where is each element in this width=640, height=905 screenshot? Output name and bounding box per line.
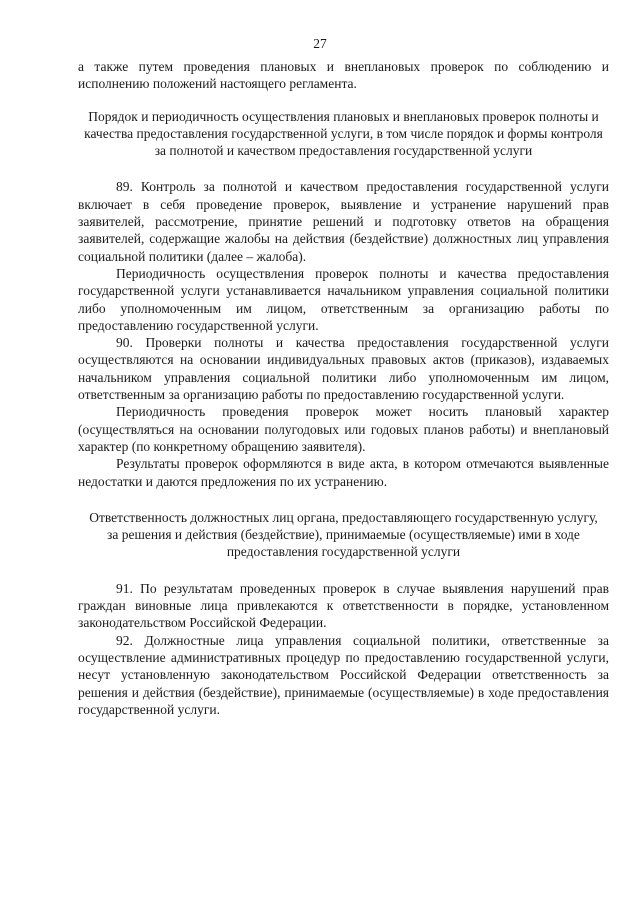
continuation-paragraph: а также путем проведения плановых и внеплановых проверок по соблюдению и исполнению положений настоящего регламента.: [78, 59, 609, 92]
paragraph-89: 89. Контроль за полнотой и качеством предоставления государственной услуги включает в себя проведение проверок, выявление и устранение нарушений прав заявителей, рассмотрение, принятие решений и подготовку ответов на обращения заявителей, содержащие жалобы на действия (бездействие) должностных лиц управления социальной политики (далее – жалоба).: [78, 179, 609, 264]
section-heading-responsibility: Ответственность должностных лиц органа, предоставляющего государственную услугу, за решения и действия (бездействие), принимаемые (осуществляемые) ими в ходе предоставления государственной услуги: [89, 509, 598, 560]
paragraph-periodicity: Периодичность осуществления проверок полноты и качества предоставления государственной услуги устанавливается начальником управления социальной политики либо уполномоченным им лицом, ответственным за организацию работы по предоставлению государственной услуги.: [78, 265, 609, 333]
paragraph-inspection-nature: Периодичность проведения проверок может носить плановый характер (осуществляться на основании полугодовых или годовых планов работы) и внеплановый характер (по конкретному обращению заявителя).: [78, 404, 609, 454]
section-heading-control: Порядок и периодичность осуществления плановых и внеплановых проверок полноты и качества предоставления государственной услуги, в том числе порядок и формы контроля за полнотой и качеством предоставления государственной услуги: [84, 108, 603, 159]
page-number: 27: [313, 36, 327, 51]
paragraph-91: 91. По результатам проведенных проверок в случае выявления нарушений прав граждан виновные лица привлекаются к ответственности в порядке, установленном законодательством Российской Федерации.: [78, 580, 609, 631]
paragraph-inspection-results: Результаты проверок оформляются в виде акта, в котором отмечаются выявленные недостатки и даются предложения по их устранению.: [78, 456, 609, 489]
paragraph-90: 90. Проверки полноты и качества предоставления государственной услуги осуществляются на основании индивидуальных правовых актов (приказов), издаваемых начальником управления социальной политики либо уполномоченным им лицом, ответственным за организацию работы по предоставлению государственной услуги.: [78, 335, 609, 403]
paragraph-92: 92. Должностные лица управления социальной политики, ответственные за осуществление административных процедур по предоставлению государственной услуги, несут установленную законодательством Российской Федерации ответственность за решения и действия (бездействие), принимаемые (осуществляемые) в ходе предоставления государственной услуги.: [78, 632, 609, 717]
page-content: [78, 58, 609, 718]
